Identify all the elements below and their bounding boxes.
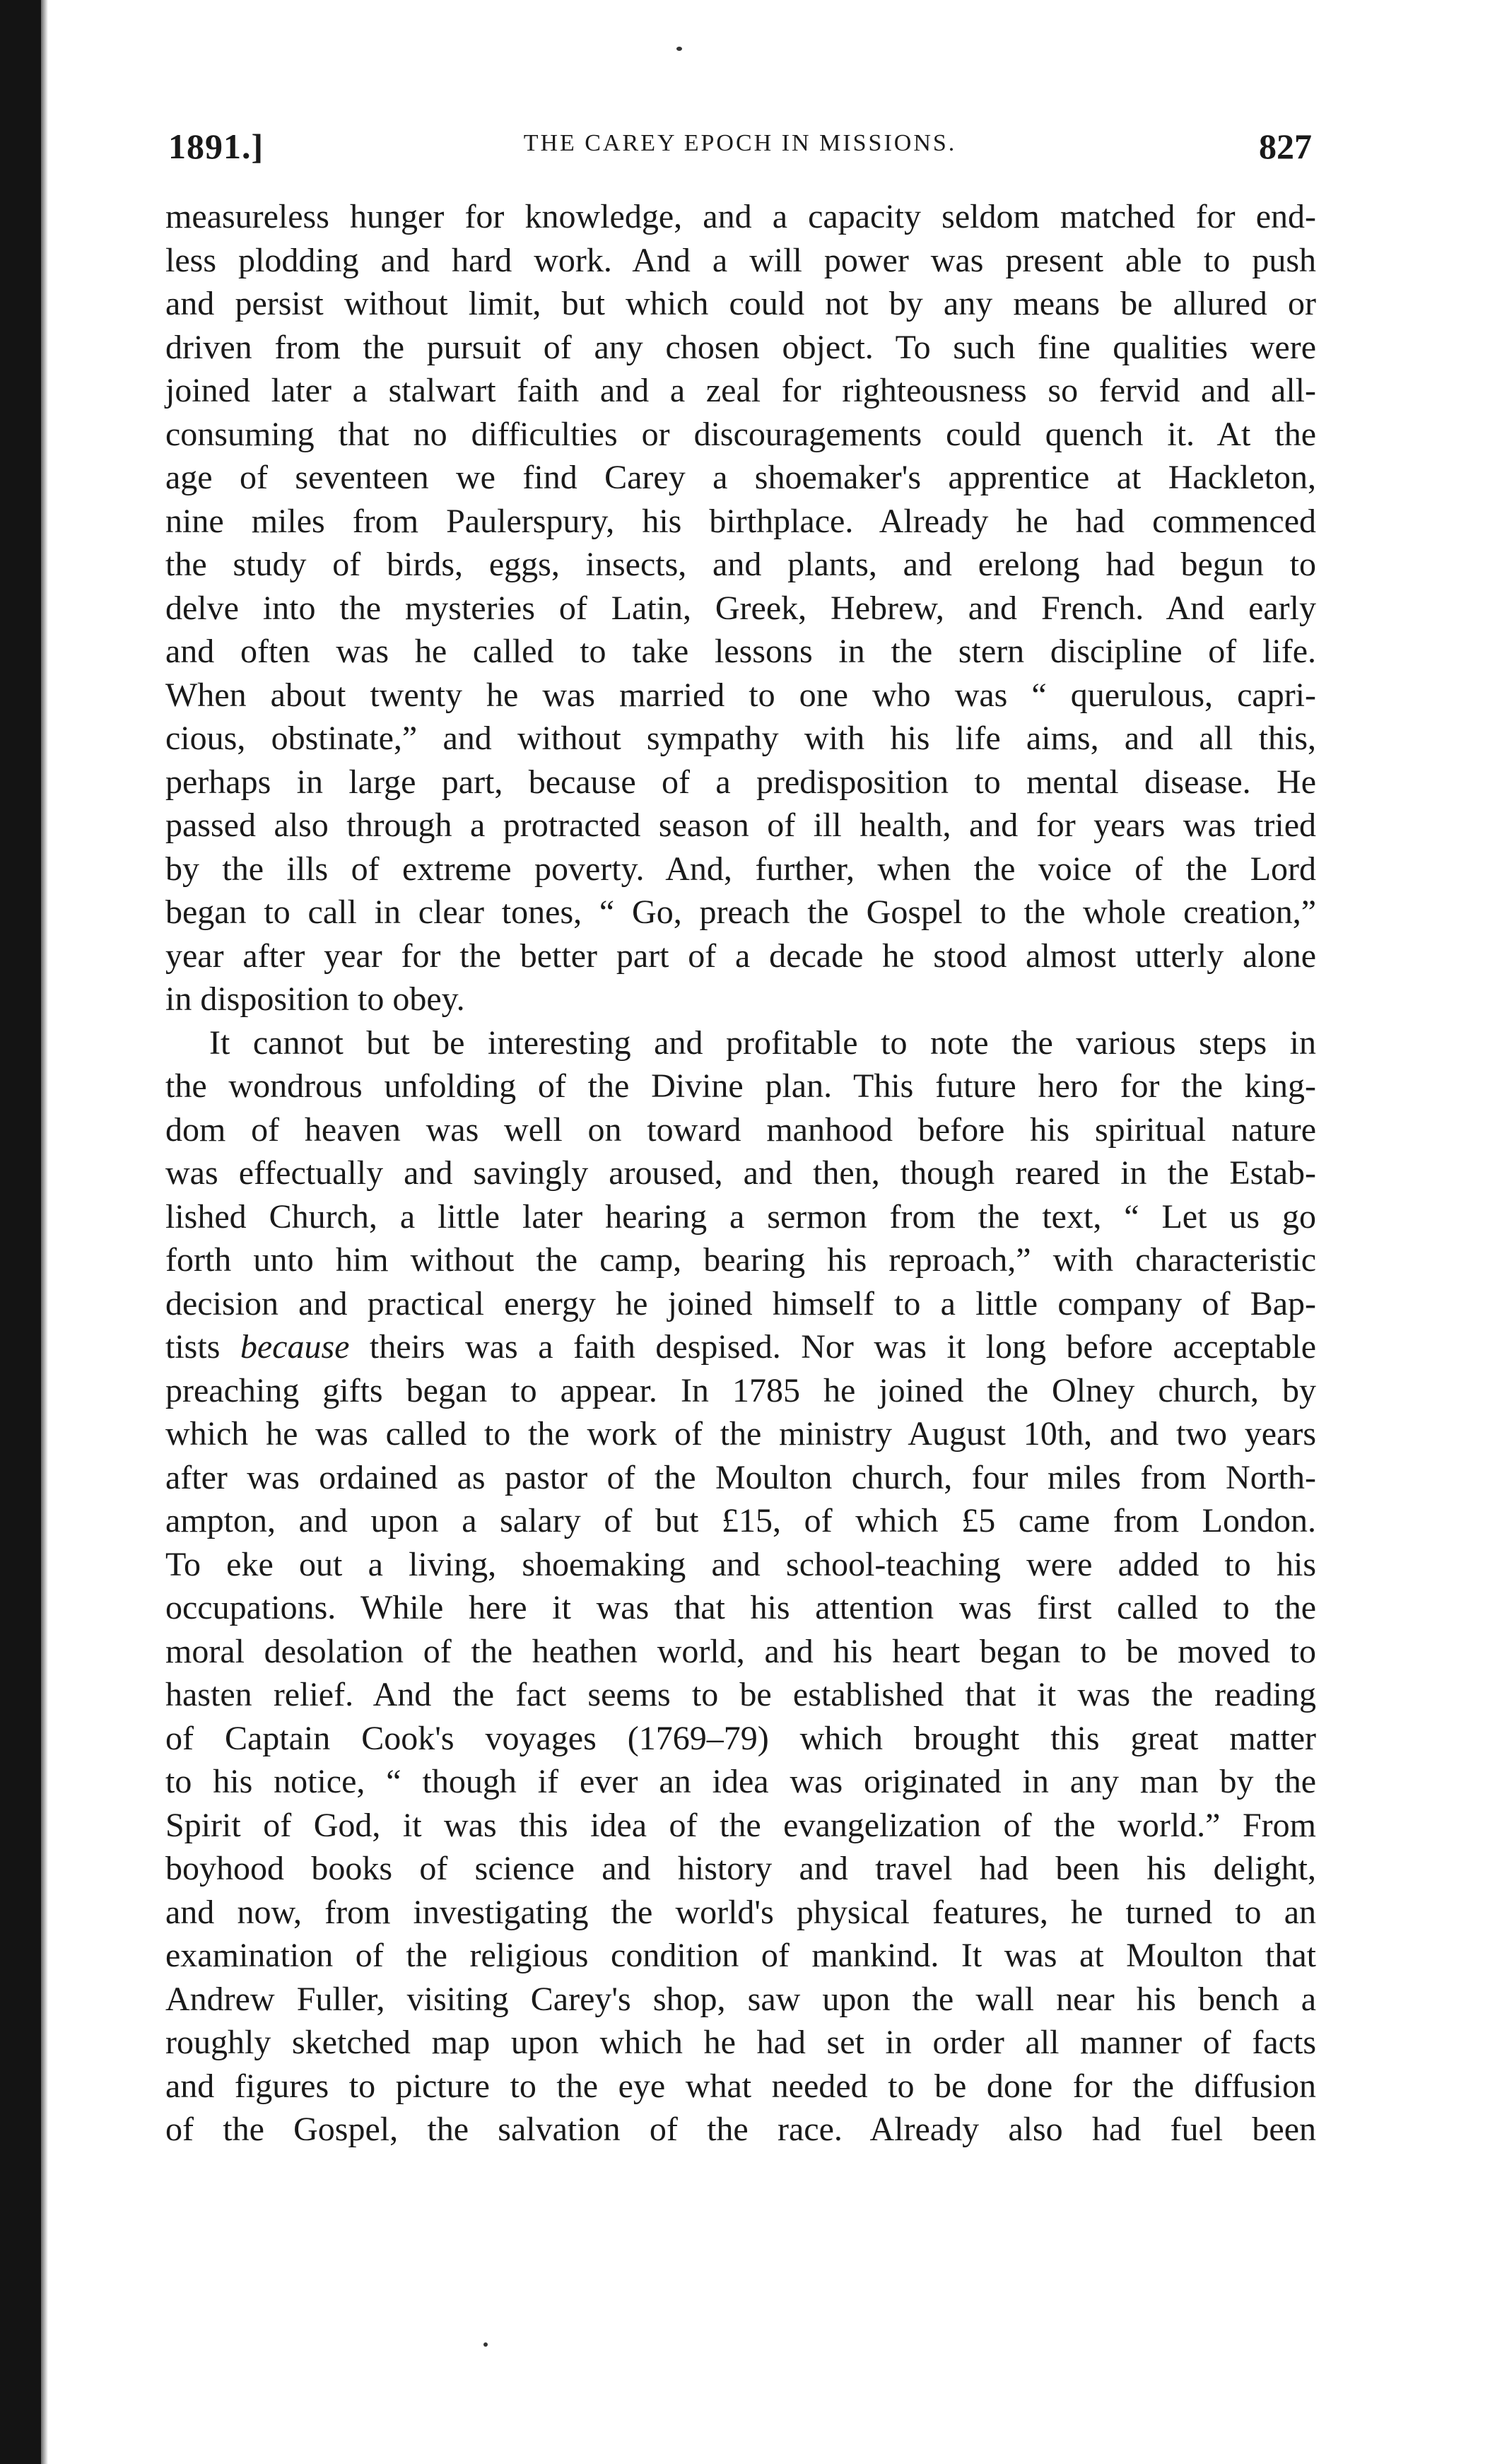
text-line: less plodding and hard work. And a will power was present able to push bbox=[165, 241, 1316, 279]
print-speck bbox=[483, 2342, 488, 2347]
text-line: year after year for the better part of a decade he stood almost utterly alone bbox=[165, 937, 1316, 975]
text-line: cious, obstinate,” and without sympathy with his life aims, and all this, bbox=[165, 720, 1316, 757]
running-head bbox=[168, 126, 1312, 182]
text-line: nine miles from Paulerspury, his birthplace. Already he had commenced bbox=[165, 502, 1316, 540]
text-line: and persist without limit, but which could not by any means be allured or bbox=[165, 285, 1316, 322]
text-line: To eke out a living, shoemaking and school-teaching were added to his bbox=[165, 1545, 1316, 1583]
text-line: measureless hunger for knowledge, and a capacity seldom matched for end- bbox=[165, 198, 1316, 235]
text-line: It cannot but be interesting and profitable to note the various steps in bbox=[209, 1023, 1316, 1062]
text-line: perhaps in large part, because of a predisposition to mental disease. He bbox=[165, 763, 1316, 801]
text-line: Andrew Fuller, visiting Carey's shop, saw upon the wall near his bench a bbox=[165, 1980, 1316, 2018]
text-line: of the Gospel, the salvation of the race. Already also had fuel been bbox=[165, 2111, 1316, 2148]
text-line: ampton, and upon a salary of but £15, of which £5 came from London. bbox=[165, 1502, 1316, 1539]
text-line: driven from the pursuit of any chosen object. To such fine qualities were bbox=[165, 328, 1316, 366]
article-body bbox=[165, 195, 1316, 2152]
text-line: was effectually and savingly aroused, and then, though reared in the Estab- bbox=[165, 1154, 1316, 1192]
binding-shadow bbox=[0, 0, 41, 2464]
text-line-because bbox=[165, 1325, 1316, 1369]
text-line: roughly sketched map upon which he had set in order all manner of facts bbox=[165, 2024, 1316, 2061]
running-head-title: THE CAREY EPOCH IN MISSIONS. bbox=[523, 130, 957, 156]
running-head-year: 1891.] bbox=[168, 127, 264, 166]
text-line: preaching gifts began to appear. In 1785 he joined the Olney church, by bbox=[165, 1371, 1316, 1409]
text-line: to his notice, “ though if ever an idea was originated in any man by the bbox=[165, 1763, 1316, 1800]
line-segment: theirs was a faith despised. Nor was it long before acceptable bbox=[349, 1328, 1316, 1366]
text-line: dom of heaven was well on toward manhood before his spiritual nature bbox=[165, 1110, 1316, 1149]
text-line: forth unto him without the camp, bearing his reproach,” with characteristic bbox=[165, 1241, 1316, 1279]
text-line: occupations. While here it was that his attention was first called to the bbox=[165, 1589, 1316, 1626]
text-line: and figures to picture to the eye what needed to be done for the diffusion bbox=[165, 2067, 1316, 2105]
text-line: Spirit of God, it was this idea of the evangelization of the world.” From bbox=[165, 1806, 1316, 1844]
italic-word: because bbox=[240, 1328, 350, 1366]
text-line: began to call in clear tones, “ Go, preach the Gospel to the whole creation,” bbox=[165, 893, 1316, 931]
text-line: lished Church, a little later hearing a sermon from the text, “ Let us go bbox=[165, 1197, 1316, 1236]
text-line: When about twenty he was married to one who was “ querulous, capri- bbox=[165, 676, 1316, 714]
text-line: hasten relief. And the fact seems to be established that it was the reading bbox=[165, 1676, 1316, 1713]
text-line: in disposition to obey. bbox=[165, 980, 465, 1018]
text-line: and often was he called to take lessons in the stern discipline of life. bbox=[165, 633, 1316, 670]
text-line: consuming that no difficulties or discouragements could quench it. At the bbox=[165, 415, 1316, 453]
text-line: decision and practical energy he joined himself to a little company of Bap- bbox=[165, 1284, 1316, 1322]
text-line: joined later a stalwart faith and a zeal for righteousness so fervid and all- bbox=[165, 372, 1316, 409]
text-line: delve into the mysteries of Latin, Greek, Hebrew, and French. And early bbox=[165, 589, 1316, 627]
text-line: age of seventeen we find Carey a shoemaker's apprentice at Hackleton, bbox=[165, 459, 1316, 496]
paragraph-2 bbox=[165, 1021, 1316, 2152]
text-line: passed also through a protracted season of ill health, and for years was tried bbox=[165, 806, 1316, 844]
text-line: examination of the religious condition of mankind. It was at Moulton that bbox=[165, 1937, 1316, 1974]
text-line: by the ills of extreme poverty. And, further, when the voice of the Lord bbox=[165, 850, 1316, 888]
text-line: boyhood books of science and history and travel had been his delight, bbox=[165, 1850, 1316, 1887]
text-line: the study of birds, eggs, insects, and plants, and erelong had begun to bbox=[165, 546, 1316, 583]
text-line: moral desolation of the heathen world, and his heart began to be moved to bbox=[165, 1632, 1316, 1670]
text-line: which he was called to the work of the ministry August 10th, and two years bbox=[165, 1415, 1316, 1453]
page-number: 827 bbox=[1259, 127, 1312, 166]
text-line: after was ordained as pastor of the Moulton church, four miles from North- bbox=[165, 1458, 1316, 1496]
text-line: of Captain Cook's voyages (1769–79) which brought this great matter bbox=[165, 1719, 1316, 1757]
paragraph-1 bbox=[165, 195, 1316, 1021]
print-speck bbox=[676, 47, 682, 51]
text-line: the wondrous unfolding of the Divine plan. This future hero for the king- bbox=[165, 1067, 1316, 1105]
text-line: and now, from investigating the world's physical features, he turned to an bbox=[165, 1893, 1316, 1931]
line-segment: tists bbox=[165, 1328, 240, 1366]
